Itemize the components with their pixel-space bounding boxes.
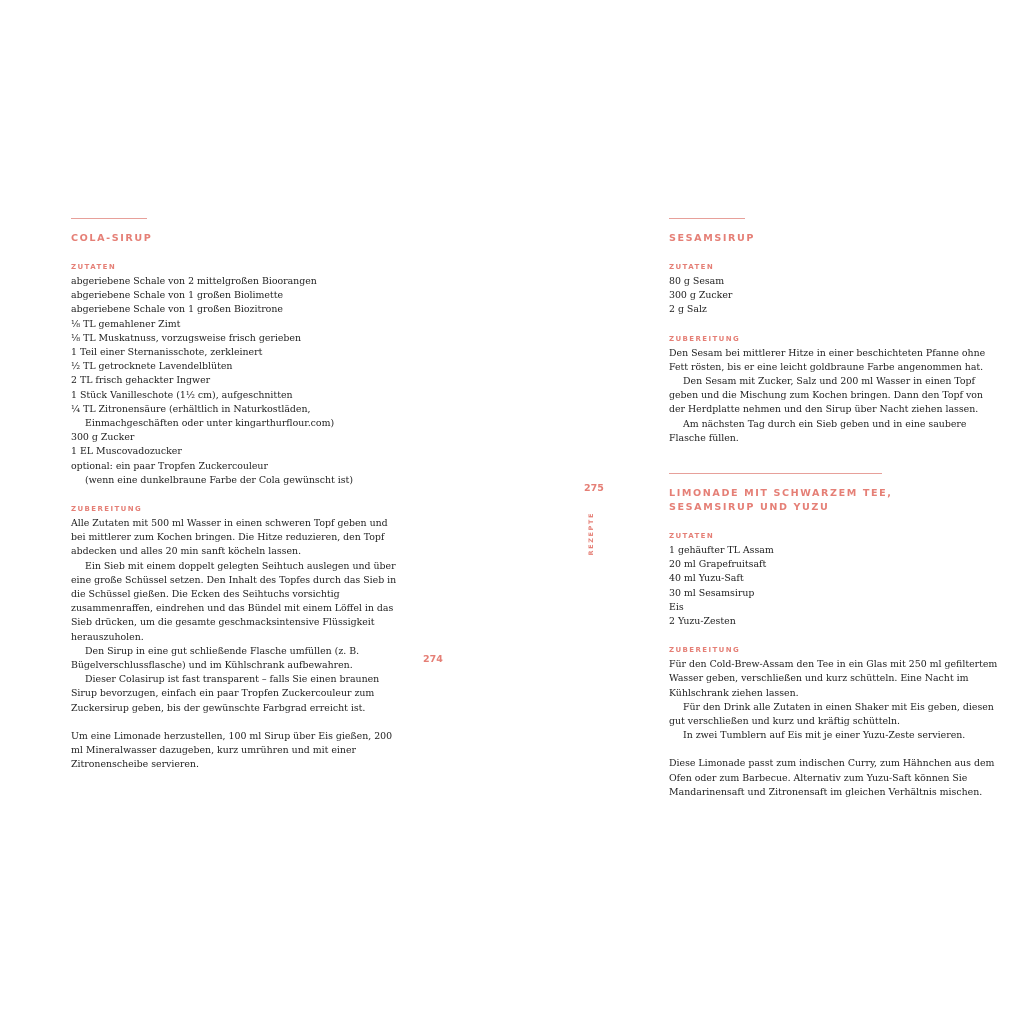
- ingredient-item: ⅛ TL Muskatnuss, vorzugsweise frisch gerieben: [71, 332, 301, 344]
- preparation-label: ZUBEREITUNG: [71, 505, 143, 514]
- ingredient-item: ¼ TL Zitronensäure (erhältlich in Naturkostläden,: [71, 403, 311, 415]
- ingredient-item: optional: ein paar Tropfen Zuckercouleur: [71, 460, 268, 472]
- preparation-paragraph: Den Sesam bei mittlerer Hitze in einer beschichteten Pfanne ohne Fett rösten, bis er eine leicht goldbraune Farbe angenommen hat.: [669, 347, 986, 373]
- ingredient-item: 2 g Salz: [669, 304, 707, 316]
- left-page-column: [71, 218, 401, 773]
- ingredient-item: 40 ml Yuzu-Saft: [669, 573, 744, 585]
- section-divider: [669, 473, 882, 474]
- ingredients-list: [669, 544, 999, 629]
- preparation-text: [669, 347, 999, 446]
- ingredient-item: Einmachgeschäften oder unter kingarthurflour.com): [85, 418, 335, 430]
- page-number-right: 275: [584, 483, 604, 494]
- preparation-paragraph: Dieser Colasirup ist fast transparent – falls Sie einen braunen Sirup bevorzugen, einfach ein paar Tropfen Zuckercouleur zum Zuckersirup geben, bis der gewünschte Farbgrad erreicht ist.: [71, 674, 380, 714]
- page-number-left: 274: [423, 654, 443, 665]
- ingredient-item: 30 ml Sesamsirup: [669, 587, 755, 599]
- preparation-text: [71, 517, 401, 716]
- section-label: REZEPTE: [587, 512, 595, 556]
- ingredient-item: 1 Teil einer Sternanisschote, zerkleinert: [71, 347, 263, 359]
- preparation-paragraph: In zwei Tumblern auf Eis mit je einer Yuzu-Zeste servieren.: [683, 730, 966, 742]
- preparation-text: [669, 658, 999, 743]
- serving-note: Diese Limonade passt zum indischen Curry, zum Hähnchen aus dem Ofen oder zum Barbecue. Alternativ zum Yuzu-Saft können Sie Mandarinensaft und Zitronensaft im gleichen Verhältnis mischen.: [669, 758, 995, 798]
- ingredient-item: 300 g Zucker: [669, 290, 733, 302]
- preparation-paragraph: Den Sirup in eine gut schließende Flasche umfüllen (z. B. Bügelverschlussflasche) und im Kühlschrank aufbewahren.: [71, 645, 360, 672]
- ingredients-label: ZUTATEN: [71, 263, 117, 271]
- recipe-title-sesamsirup: SESAMSIRUP: [669, 233, 756, 244]
- ingredient-item: 2 TL frisch gehackter Ingwer: [71, 375, 211, 387]
- title-line-1: LIMONADE MIT SCHWARZEM TEE,: [669, 488, 893, 500]
- ingredient-item: 1 EL Muscovadozucker: [71, 446, 182, 458]
- recipe-title-cola-sirup: COLA-SIRUP: [71, 233, 153, 244]
- preparation-label: ZUBEREITUNG: [669, 334, 741, 343]
- preparation-paragraph: Alle Zutaten mit 500 ml Wasser in einen schweren Topf geben und bei mittlerer zum Kochen bringen. Die Hitze reduzieren, den Topf abdecken und alles 20 min sanft köcheln lassen.: [71, 518, 388, 558]
- ingredient-item: abgeriebene Schale von 1 großen Biolimette: [71, 290, 284, 302]
- title-line-2: SESAMSIRUP UND YUZU: [669, 502, 830, 514]
- title-rule: [669, 218, 745, 219]
- ingredient-item: 1 gehäufter TL Assam: [669, 545, 774, 557]
- preparation-label: ZUBEREITUNG: [669, 646, 741, 655]
- ingredient-item: 1 Stück Vanilleschote (1½ cm), aufgeschnitten: [71, 389, 293, 401]
- preparation-paragraph: Ein Sieb mit einem doppelt gelegten Seihtuch auslegen und über eine große Schüssel setzen. Den Inhalt des Topfes durch das Sieb in die Schüssel gießen. Die Ecken des Seihtuchs vorsichtig zusammenraffen, eindrehen und das Bündel mit einem Löffel in das Sieb drücken, um die gesamte geschmacksintensive Flüssigkeit herauszuholen.: [71, 560, 397, 643]
- ingredient-item: 300 g Zucker: [71, 432, 135, 444]
- ingredient-item: ⅛ TL gemahlener Zimt: [71, 318, 181, 330]
- ingredients-list: [669, 275, 999, 318]
- preparation-paragraph: Am nächsten Tag durch ein Sieb geben und in eine saubere Flasche füllen.: [669, 418, 967, 444]
- ingredients-label: ZUTATEN: [669, 532, 715, 541]
- ingredient-item: 20 ml Grapefruitsaft: [669, 559, 767, 571]
- preparation-paragraph: Den Sesam mit Zucker, Salz und 200 ml Wasser in einen Topf geben und die Mischung zum Kochen bringen. Dann den Topf von der Herdplatte nehmen und den Sirup über Nacht ziehen lassen.: [669, 376, 983, 416]
- preparation-paragraph: Für den Drink alle Zutaten in einen Shaker mit Eis geben, diesen gut verschließen und kurz und kräftig schütteln.: [669, 701, 994, 728]
- title-rule: [71, 218, 147, 219]
- ingredients-label: ZUTATEN: [669, 263, 715, 271]
- ingredient-item: 2 Yuzu-Zesten: [669, 616, 736, 628]
- ingredients-list: [71, 275, 401, 488]
- right-page-column: [669, 218, 999, 800]
- recipe-title-limonade: [669, 487, 999, 515]
- preparation-paragraph: Für den Cold-Brew-Assam den Tee in ein Glas mit 250 ml gefiltertem Wasser geben, verschließen und kurz schütteln. Eine Nacht im Kühlschrank ziehen lassen.: [669, 659, 998, 699]
- ingredient-item: abgeriebene Schale von 2 mittelgroßen Bioorangen: [71, 276, 317, 287]
- ingredient-item: (wenn eine dunkelbraune Farbe der Cola gewünscht ist): [85, 474, 353, 486]
- ingredient-item: Eis: [669, 601, 684, 613]
- serving-note: Um eine Limonade herzustellen, 100 ml Sirup über Eis gießen, 200 ml Mineralwasser dazugeben, kurz umrühren und mit einer Zitronenscheibe servieren.: [71, 730, 393, 771]
- ingredient-item: 80 g Sesam: [669, 276, 725, 287]
- ingredient-item: abgeriebene Schale von 1 großen Biozitrone: [71, 304, 283, 316]
- ingredient-item: ½ TL getrocknete Lavendelblüten: [71, 361, 233, 373]
